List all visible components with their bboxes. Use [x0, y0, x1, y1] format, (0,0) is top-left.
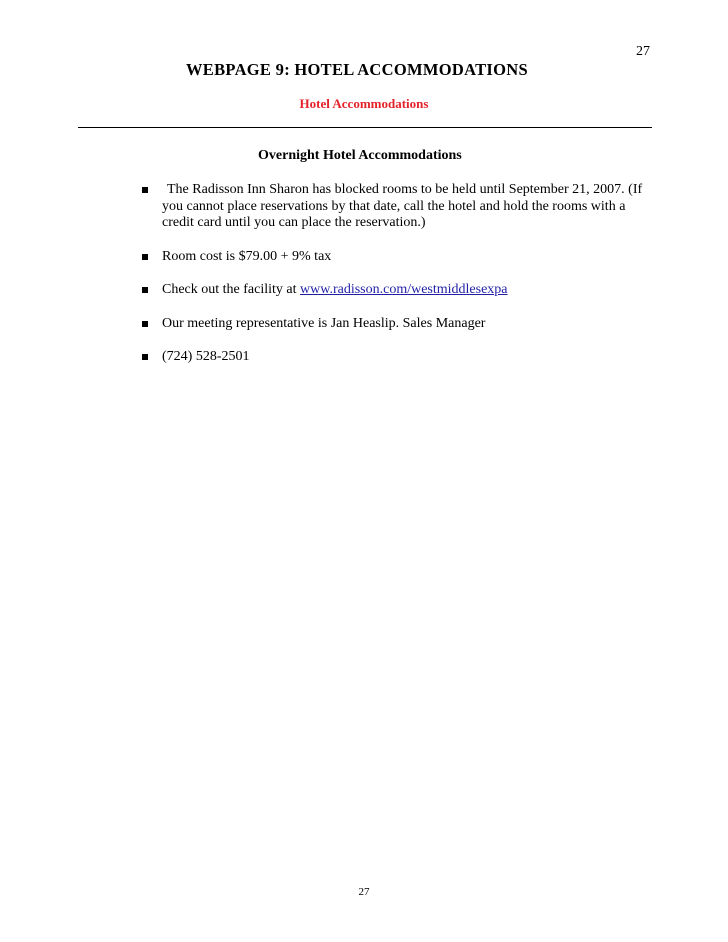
square-bullet-icon: [142, 287, 148, 293]
bullet-list: [0, 182, 728, 366]
list-item-text: [162, 182, 652, 232]
page-number-bottom: 27: [358, 886, 370, 898]
square-bullet-icon: [142, 321, 148, 327]
list-item-text: [162, 282, 652, 299]
list-item-text: Room cost is $79.00 + 9% tax: [162, 248, 332, 264]
list-item: [0, 282, 728, 299]
section-heading: Hotel Accommodations: [299, 96, 429, 111]
list-item-first-line: The Radisson Inn Sharon has blocked rooms to be held until September 21, 2007.: [167, 182, 625, 197]
list-item: [0, 249, 728, 266]
list-item-prefix: Check out the facility at: [162, 282, 301, 297]
square-bullet-icon: [142, 254, 148, 260]
list-item-continuation: (If you cannot place reservations by that date, call the hotel and hold the rooms with a credit card until you can place the reservation.): [162, 182, 643, 230]
list-item-text: Our meeting representative is Jan Heaslip. Sales Manager: [162, 315, 486, 331]
square-bullet-icon: [142, 354, 148, 360]
list-item: [0, 182, 728, 232]
square-bullet-icon: [142, 187, 148, 193]
list-item: [0, 316, 728, 333]
facility-link[interactable]: www.radisson.com/westmiddlesexpa: [300, 282, 508, 297]
list-item-text: (724) 528-2501: [162, 349, 250, 364]
horizontal-divider: [78, 127, 652, 128]
list-item: [0, 349, 728, 366]
page-title: WEBPAGE 9: HOTEL ACCOMMODATIONS: [186, 60, 528, 79]
subheading: Overnight Hotel Accommodations: [258, 148, 462, 163]
page-number-top: 27: [636, 44, 650, 59]
